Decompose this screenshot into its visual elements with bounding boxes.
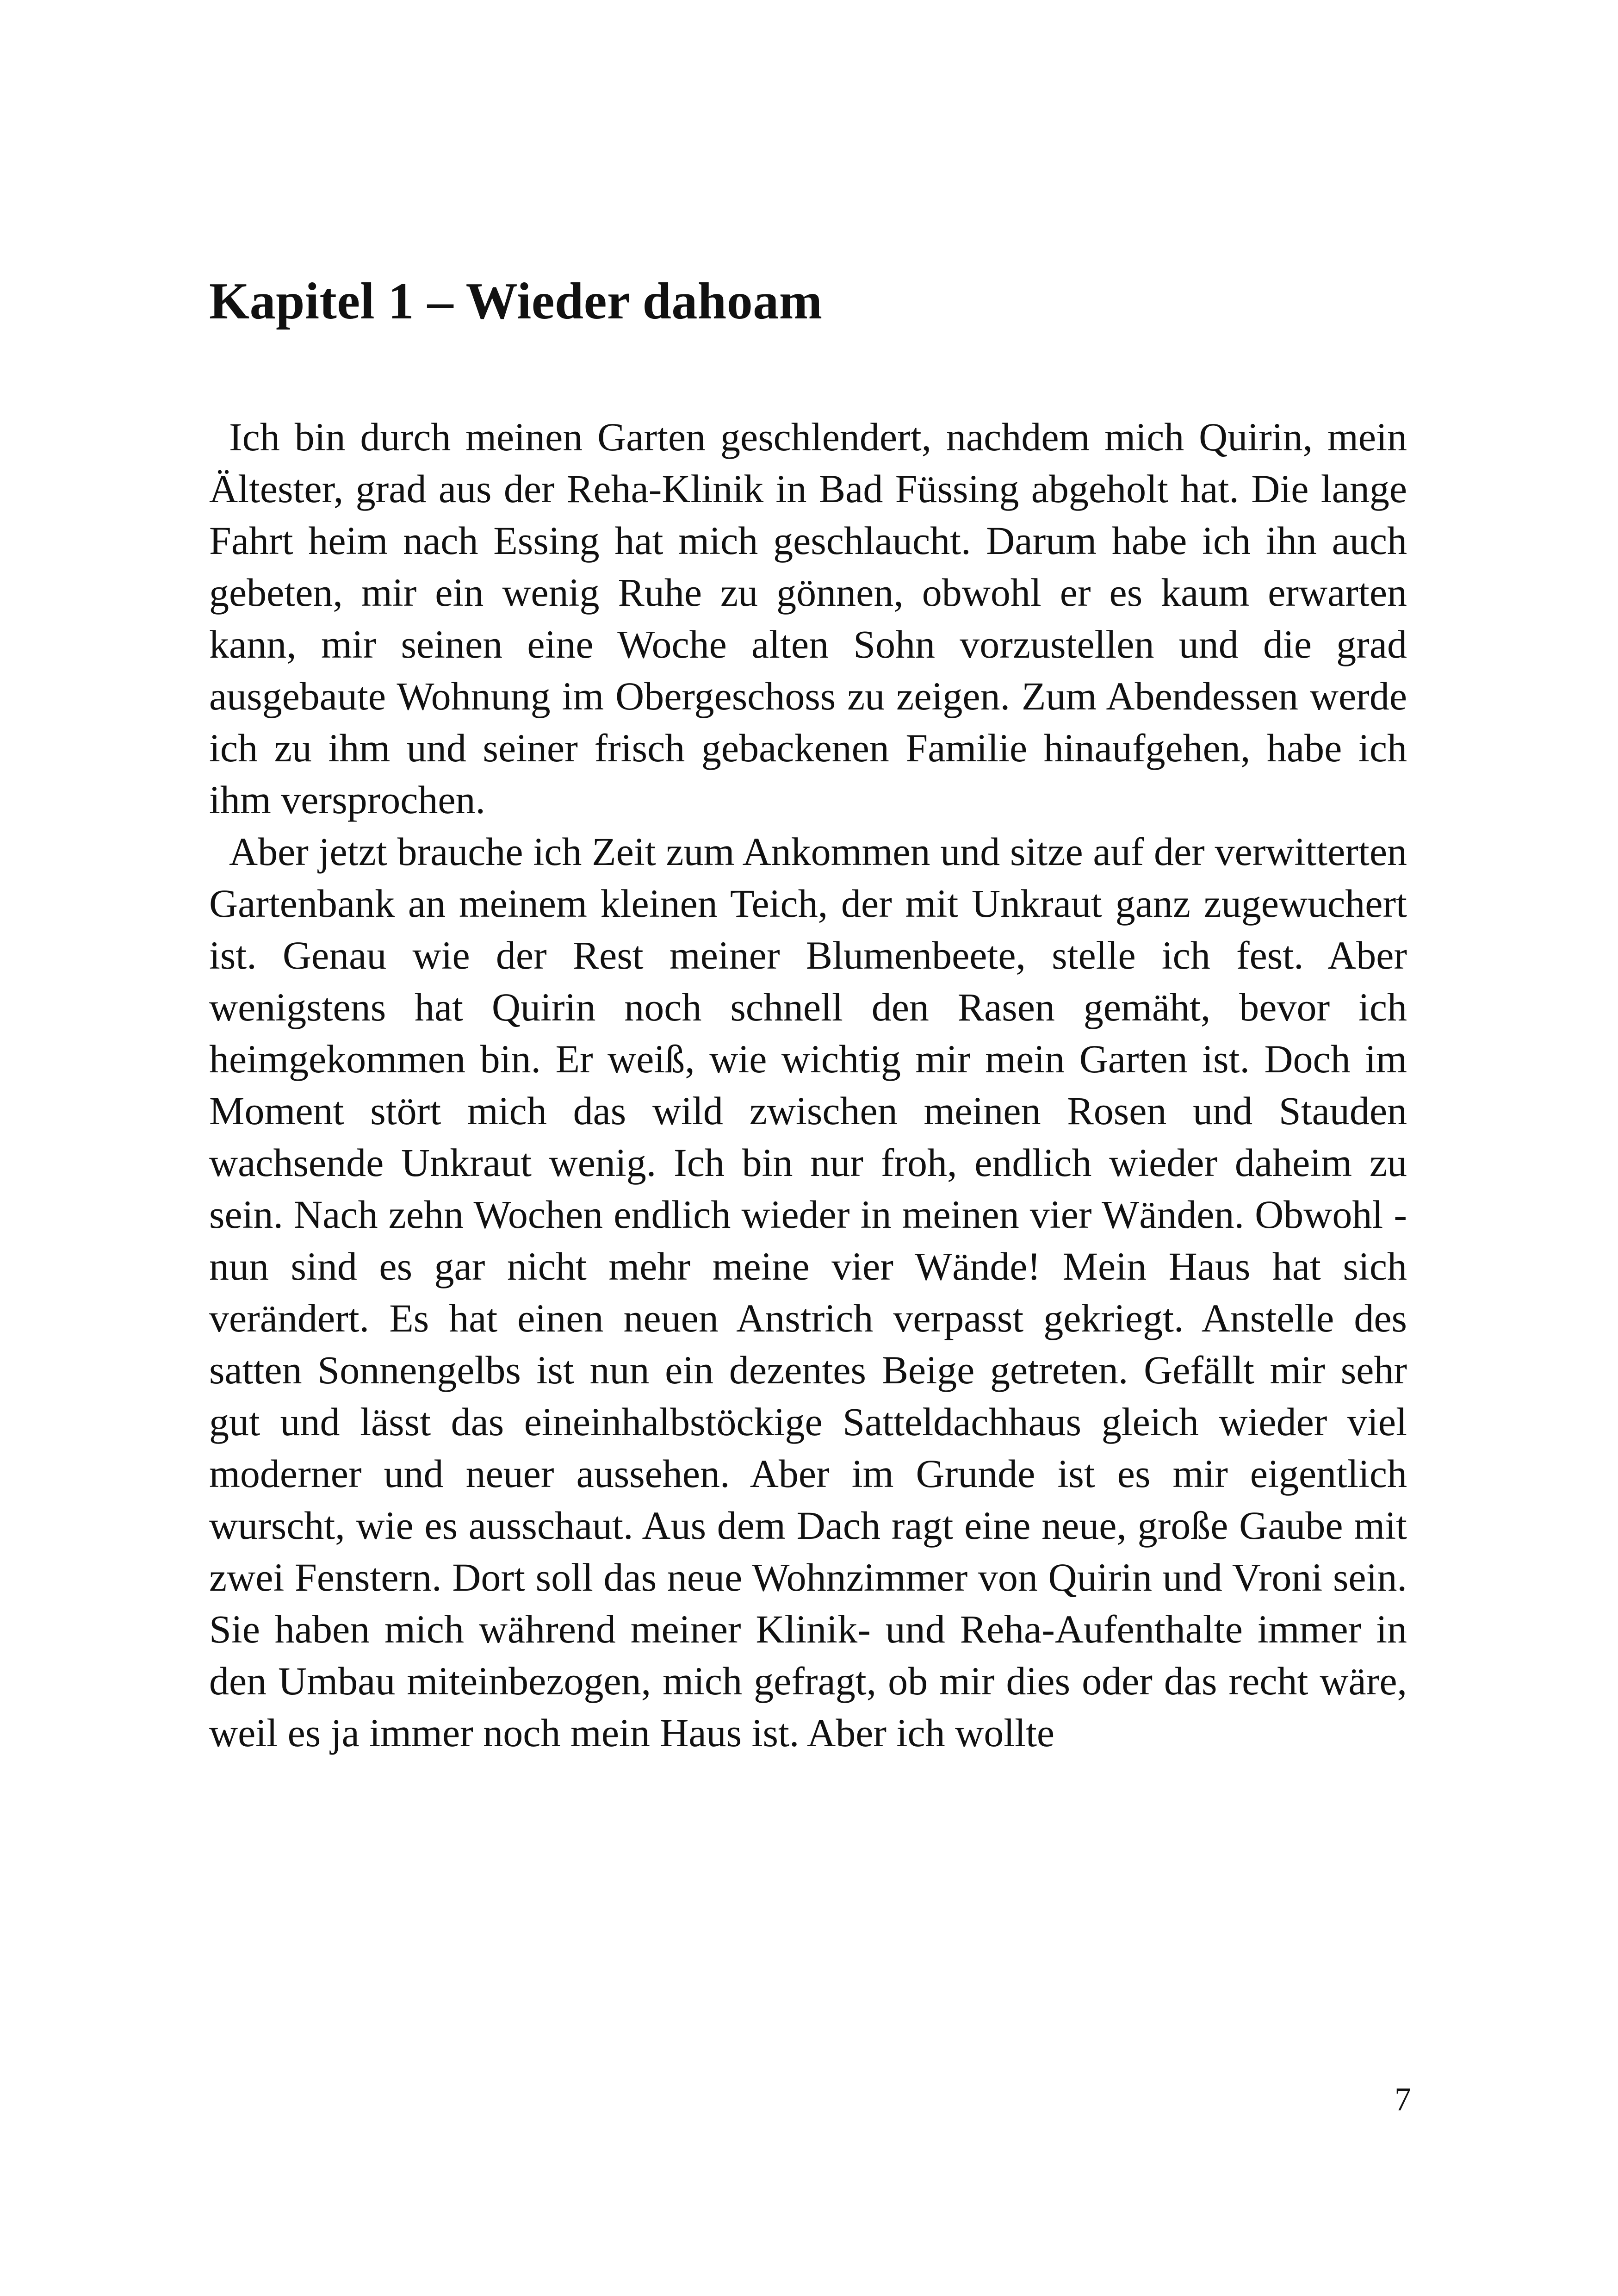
- paragraph: Ich bin durch meinen Garten geschlendert, nachdem mich Quirin, mein Ältester, grad aus der Reha-Klinik in Bad Füssing abgeholt hat. Die lange Fahrt heim nach Essing hat mich geschlaucht. Darum habe ich ihn auch gebeten, mir ein wenig Ruhe zu gönnen, obwohl er es kaum erwarten kann, mir seinen eine Woche alten Sohn vorzustellen und die grad ausgebaute Wohnung im Obergeschoss zu zeigen. Zum Abendessen werde ich zu ihm und seiner frisch gebackenen Familie hinaufgehen, habe ich ihm versprochen.: [209, 415, 1407, 822]
- chapter-title: Kapitel 1 – Wieder dahoam: [209, 273, 823, 330]
- page-number: 7: [1395, 2081, 1411, 2118]
- paragraph: Aber jetzt brauche ich Zeit zum Ankommen und sitze auf der verwitterten Gartenbank an meinem kleinen Teich, der mit Unkraut ganz zugewuchert ist. Genau wie der Rest meiner Blumenbeete, stelle ich fest. Aber wenigstens hat Quirin noch schnell den Rasen gemäht, bevor ich heimgekommen bin. Er weiß, wie wichtig mir mein Garten ist. Doch im Moment stört mich das wild zwischen meinen Rosen und Stauden wachsende Unkraut wenig. Ich bin nur froh, endlich wieder daheim zu sein. Nach zehn Wochen endlich wieder in meinen vier Wänden. Obwohl - nun sind es gar nicht mehr meine vier Wände! Mein Haus hat sich verändert. Es hat einen neuen Anstrich verpasst gekriegt. Anstelle des satten Sonnengelbs ist nun ein dezentes Beige getreten. Gefällt mir sehr gut und lässt das eineinhalbstöckige Satteldachhaus gleich wieder viel moderner und neuer aussehen. Aber im Grunde ist es mir eigentlich wurscht, wie es ausschaut. Aus dem Dach ragt eine neue, große Gaube mit zwei Fenstern. Dort soll das neue Wohnzimmer von Quirin und Vroni sein. Sie haben mich während meiner Klinik- und Reha-Aufenthalte immer in den Umbau miteinbezogen, mich gefragt, ob mir dies oder das recht wäre, weil es ja immer noch mein Haus ist. Aber ich wollte: [209, 829, 1407, 1755]
- body-text: [209, 411, 1407, 1759]
